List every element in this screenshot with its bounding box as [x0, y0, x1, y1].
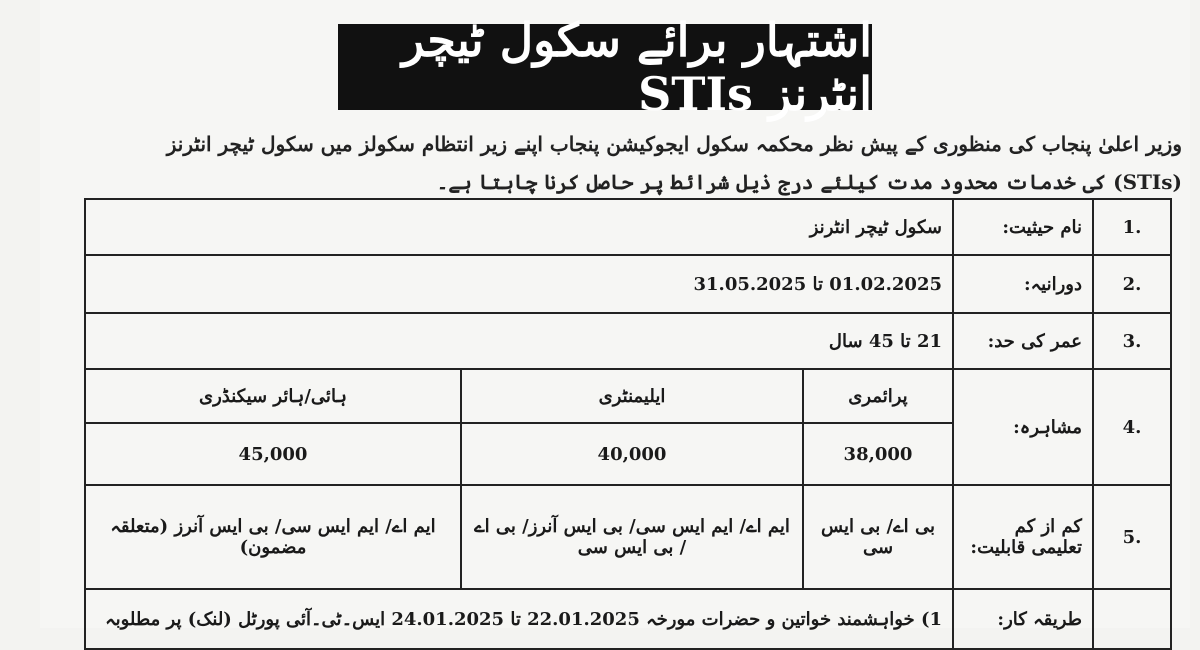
page-title: اشتہار برائے سکول ٹیچر انٹرنز STIs	[338, 24, 872, 110]
row-number: 3.	[1093, 313, 1171, 369]
row-label: نام حیثیت:	[953, 199, 1093, 255]
table-row	[85, 199, 1171, 255]
intro-line-2: (STIs) کی خدمات محدود مدت کیلئے درج ذیل شرائط پر حاصل کرنا چاہتا ہے۔	[436, 170, 1182, 194]
row-number: 5.	[1093, 485, 1171, 589]
table-row	[85, 485, 1171, 589]
salary-header-high: ہائی/ہائر سیکنڈری	[85, 369, 461, 423]
qualification-elementary: ایم اے/ ایم ایس سی/ بی ایس آنرز/ بی اے / بی ایس سی	[461, 485, 803, 589]
table-row	[85, 589, 1171, 649]
intro-line-1: وزیر اعلیٰ پنجاب کی منظوری کے پیش نظر محکمہ سکول ایجوکیشن پنجاب اپنے زیر انتظام سکولز میں سکول ٹیچر انٹرنز	[166, 132, 1182, 156]
row-number	[1093, 589, 1171, 649]
terms-table	[84, 198, 1172, 650]
row-label: کم از کم تعلیمی قابلیت:	[953, 485, 1093, 589]
table-row	[85, 255, 1171, 313]
salary-header-elementary: ایلیمنٹری	[461, 369, 803, 423]
salary-high: 45,000	[85, 423, 461, 485]
table-row	[85, 313, 1171, 369]
qualification-primary: بی اے/ بی ایس سی	[803, 485, 953, 589]
qualification-high: ایم اے/ ایم ایس سی/ بی ایس آنرز (متعلقہ مضمون)	[85, 485, 461, 589]
salary-primary: 38,000	[803, 423, 953, 485]
row-number: 1.	[1093, 199, 1171, 255]
salary-elementary: 40,000	[461, 423, 803, 485]
row-value: 01.02.2025 تا 31.05.2025	[85, 255, 953, 313]
row-label: طریقہ کار:	[953, 589, 1093, 649]
row-label: عمر کی حد:	[953, 313, 1093, 369]
row-value: 21 تا 45 سال	[85, 313, 953, 369]
row-label: مشاہرہ:	[953, 369, 1093, 485]
row-number: 2.	[1093, 255, 1171, 313]
table-row	[85, 369, 1171, 423]
row-label: دورانیہ:	[953, 255, 1093, 313]
row-value: سکول ٹیچر انٹرنز	[85, 199, 953, 255]
row-number: 4.	[1093, 369, 1171, 485]
row-value: 1) خواہشمند خواتین و حضرات مورخہ 22.01.2025 تا 24.01.2025 ایس۔ٹی۔آئی پورٹل (لنک) پر مطلوبہ	[85, 589, 953, 649]
salary-header-primary: پرائمری	[803, 369, 953, 423]
